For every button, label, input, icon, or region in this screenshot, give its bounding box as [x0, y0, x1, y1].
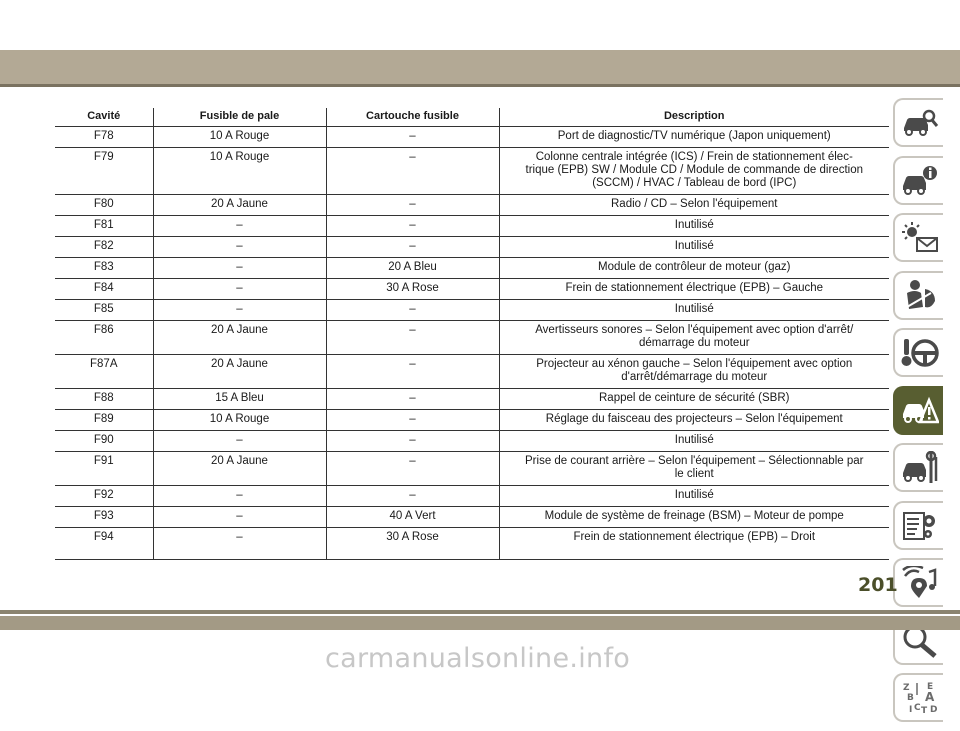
- footer-rule: [0, 610, 960, 614]
- table-row: [55, 195, 889, 216]
- cartridge-fuse-cell: –: [326, 127, 499, 148]
- cartridge-fuse-cell: –: [326, 195, 499, 216]
- table-row: [55, 279, 889, 300]
- tab-car-search[interactable]: [893, 98, 943, 147]
- cavity-cell: F78: [55, 127, 153, 148]
- blade-fuse-cell: –: [153, 300, 326, 321]
- blade-fuse-cell: 10 A Rouge: [153, 127, 326, 148]
- cavity-cell: F86: [55, 321, 153, 355]
- description-cell: Prise de courant arrière – Selon l'équipement – Sélectionnable par le client: [499, 452, 889, 486]
- cartridge-fuse-cell: –: [326, 389, 499, 410]
- cavity-cell: F83: [55, 258, 153, 279]
- blade-fuse-cell: 15 A Bleu: [153, 389, 326, 410]
- blade-fuse-cell: 20 A Jaune: [153, 321, 326, 355]
- cartridge-fuse-cell: –: [326, 321, 499, 355]
- warning-lights-message-icon: [901, 221, 939, 255]
- blade-fuse-cell: 20 A Jaune: [153, 452, 326, 486]
- table-row: [55, 148, 889, 195]
- description-cell: Inutilisé: [499, 431, 889, 452]
- tab-multimedia[interactable]: [893, 558, 943, 607]
- tab-emergency[interactable]: [893, 386, 943, 435]
- table-row: [55, 452, 889, 486]
- car-maintenance-tools-icon: [901, 451, 939, 485]
- description-cell: Inutilisé: [499, 237, 889, 258]
- cavity-cell: F84: [55, 279, 153, 300]
- table-row: [55, 321, 889, 355]
- tab-maintenance[interactable]: [893, 443, 943, 492]
- column-header: Cartouche fusible: [326, 108, 499, 127]
- car-search-icon: [901, 106, 939, 140]
- cartridge-fuse-cell: –: [326, 216, 499, 237]
- description-cell: Projecteur au xénon gauche – Selon l'équipement avec option d'arrêt/démarrage du moteur: [499, 355, 889, 389]
- description-cell: Inutilisé: [499, 216, 889, 237]
- column-header: Fusible de pale: [153, 108, 326, 127]
- seat-airbag-icon: [901, 279, 939, 313]
- cavity-cell: F79: [55, 148, 153, 195]
- cartridge-fuse-cell: 30 A Rose: [326, 279, 499, 300]
- cavity-cell: F92: [55, 486, 153, 507]
- description-cell: Colonne centrale intégrée (ICS) / Frein de stationnement élec- trique (EPB) SW / Module CD / Module de commande de direction (SCCM) / HVAC / Tableau de bord (IPC): [499, 148, 889, 195]
- blade-fuse-cell: 10 A Rouge: [153, 410, 326, 431]
- blade-fuse-cell: 20 A Jaune: [153, 195, 326, 216]
- cavity-cell: F88: [55, 389, 153, 410]
- table-row: [55, 410, 889, 431]
- index-letter: E: [927, 682, 934, 692]
- index-letter: B: [907, 693, 914, 703]
- description-cell: Radio / CD – Selon l'équipement: [499, 195, 889, 216]
- index-letter: A: [925, 690, 935, 704]
- cavity-cell: F91: [55, 452, 153, 486]
- cartridge-fuse-cell: –: [326, 452, 499, 486]
- blade-fuse-cell: –: [153, 258, 326, 279]
- specifications-gear-icon: [901, 509, 939, 543]
- description-cell: Inutilisé: [499, 300, 889, 321]
- description-cell: Port de diagnostic/TV numérique (Japon uniquement): [499, 127, 889, 148]
- blade-fuse-cell: –: [153, 528, 326, 560]
- table-row: [55, 431, 889, 452]
- blade-fuse-cell: –: [153, 431, 326, 452]
- table-row: [55, 486, 889, 507]
- cartridge-fuse-cell: –: [326, 355, 499, 389]
- column-header: Cavité: [55, 108, 153, 127]
- multimedia-music-icon: [901, 566, 939, 600]
- header-rule: [0, 84, 960, 87]
- watermark: carmanualsonline.info: [325, 643, 631, 674]
- blade-fuse-cell: –: [153, 507, 326, 528]
- cavity-cell: F93: [55, 507, 153, 528]
- table-row: [55, 127, 889, 148]
- blade-fuse-cell: –: [153, 486, 326, 507]
- blade-fuse-cell: –: [153, 216, 326, 237]
- description-cell: Avertisseurs sonores – Selon l'équipement avec option d'arrêt/ démarrage du moteur: [499, 321, 889, 355]
- blade-fuse-cell: 10 A Rouge: [153, 148, 326, 195]
- steering-wheel-icon: [901, 336, 939, 370]
- table-row: [55, 507, 889, 528]
- tab-specifications[interactable]: [893, 501, 943, 550]
- table-row: [55, 300, 889, 321]
- index-letter: T: [921, 706, 928, 715]
- table-row: [55, 216, 889, 237]
- cartridge-fuse-cell: –: [326, 300, 499, 321]
- cavity-cell: F87A: [55, 355, 153, 389]
- index-letter: Z: [903, 683, 910, 693]
- fuse-table: [55, 108, 889, 560]
- cartridge-fuse-cell: 30 A Rose: [326, 528, 499, 560]
- footer-band: [0, 616, 960, 630]
- tab-seat-airbag[interactable]: [893, 271, 943, 320]
- cartridge-fuse-cell: 20 A Bleu: [326, 258, 499, 279]
- description-cell: Frein de stationnement électrique (EPB) – Gauche: [499, 279, 889, 300]
- cartridge-fuse-cell: –: [326, 486, 499, 507]
- table-row: [55, 389, 889, 410]
- page-number: 201: [858, 574, 898, 596]
- blade-fuse-cell: –: [153, 237, 326, 258]
- table-row: [55, 237, 889, 258]
- cavity-cell: F94: [55, 528, 153, 560]
- car-info-icon: [901, 164, 939, 198]
- cavity-cell: F85: [55, 300, 153, 321]
- cavity-cell: F89: [55, 410, 153, 431]
- tab-steering[interactable]: [893, 328, 943, 377]
- table-body: [55, 127, 889, 560]
- blade-fuse-cell: –: [153, 279, 326, 300]
- description-cell: Frein de stationnement électrique (EPB) – Droit: [499, 528, 889, 560]
- description-cell: Rappel de ceinture de sécurité (SBR): [499, 389, 889, 410]
- header-band: [0, 50, 960, 84]
- cartridge-fuse-cell: –: [326, 410, 499, 431]
- index-letter: D: [930, 705, 938, 715]
- cartridge-fuse-cell: –: [326, 148, 499, 195]
- cartridge-fuse-cell: 40 A Vert: [326, 507, 499, 528]
- index-letter: C: [914, 703, 921, 713]
- alphabetical-index-icon: [901, 681, 939, 715]
- index-letter: I: [909, 705, 913, 715]
- description-cell: Inutilisé: [499, 486, 889, 507]
- blade-fuse-cell: 20 A Jaune: [153, 355, 326, 389]
- cavity-cell: F82: [55, 237, 153, 258]
- description-cell: Module de système de freinage (BSM) – Moteur de pompe: [499, 507, 889, 528]
- cavity-cell: F80: [55, 195, 153, 216]
- description-cell: Réglage du faisceau des projecteurs – Selon l'équipement: [499, 410, 889, 431]
- chapter-tabs: [893, 98, 947, 731]
- cavity-cell: F90: [55, 431, 153, 452]
- table-header-row: [55, 108, 889, 127]
- cavity-cell: F81: [55, 216, 153, 237]
- cartridge-fuse-cell: –: [326, 237, 499, 258]
- table-row: [55, 258, 889, 279]
- car-hazard-warning-icon: [901, 394, 939, 428]
- tab-index[interactable]: [893, 673, 943, 722]
- tab-warning-lights[interactable]: [893, 213, 943, 262]
- tab-car-info[interactable]: [893, 156, 943, 205]
- column-header: Description: [499, 108, 889, 127]
- cartridge-fuse-cell: –: [326, 431, 499, 452]
- table-row: [55, 355, 889, 389]
- description-cell: Module de contrôleur de moteur (gaz): [499, 258, 889, 279]
- table-row: [55, 528, 889, 560]
